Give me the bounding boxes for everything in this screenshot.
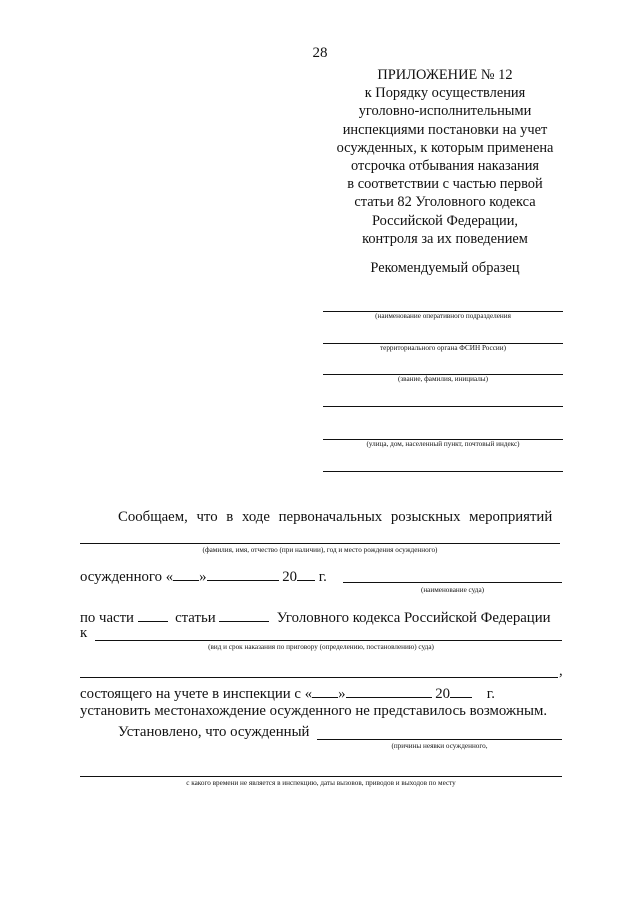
appendix-title: ПРИЛОЖЕНИЕ № 12	[377, 67, 513, 83]
court-field[interactable]	[343, 582, 562, 583]
registered-year: 20	[435, 686, 450, 702]
sample-label: Рекомендуемый образец	[370, 260, 520, 276]
not-found-text: установить местонахождение осужденного не представилось возможным.	[80, 703, 548, 719]
day-field[interactable]	[173, 566, 199, 581]
established-text: Установлено, что осужденный	[118, 724, 310, 740]
registered-line	[80, 683, 495, 703]
caption-sentence: (вид и срок наказания по приговору (определению, постановлению) суда)	[208, 643, 434, 651]
registered-day-field[interactable]	[312, 683, 338, 698]
caption-address: (улица, дом, населенный пункт, почтовый индекс)	[366, 440, 520, 448]
convicted-line	[80, 566, 327, 586]
addressee-field-extra2[interactable]	[323, 471, 563, 472]
appendix-line: уголовно-исполнительными	[358, 103, 532, 120]
appendix-header	[330, 66, 560, 248]
appendix-line: отсрочка отбывания наказания	[350, 158, 540, 175]
appendix-line: Российской Федерации,	[371, 212, 519, 229]
name-field[interactable]	[80, 543, 560, 544]
caption-reasons: (причины неявки осужденного,	[391, 742, 488, 750]
registered-close: »	[338, 686, 346, 702]
k-label: к	[80, 625, 88, 641]
part-article-line	[80, 607, 551, 627]
caption-rank: (звание, фамилия, инициалы)	[397, 375, 489, 383]
sentence-field-continued[interactable]	[80, 677, 558, 678]
appendix-line: к Порядку осуществления	[364, 85, 526, 102]
appendix-line: инспекциями постановки на учет	[342, 121, 548, 138]
page-number: 28	[312, 45, 328, 61]
caption-territorial: территориального органа ФСИН России)	[379, 344, 507, 352]
year-suffix: г.	[318, 569, 327, 585]
paragraph-intro: Сообщаем, что в ходе первоначальных розыскных мероприятий	[118, 509, 553, 525]
registered-open: «	[304, 686, 313, 702]
appendix-line: контроля за их поведением	[362, 230, 528, 247]
part-field[interactable]	[138, 607, 168, 622]
appendix-line: статьи 82 Уголовного кодекса	[354, 194, 536, 211]
comma: ,	[559, 663, 563, 679]
registered-month-field[interactable]	[346, 683, 432, 698]
article-label: статьи	[175, 610, 216, 626]
caption-since: с какого времени не является в инспекцию, даты вызовов, приводов и выходов по месту	[186, 779, 456, 787]
caption-court: (наименование суда)	[420, 586, 485, 594]
code-text: Уголовного кодекса Российской Федерации	[276, 610, 551, 626]
caption-name: (фамилия, имя, отчество (при наличии), год и место рождения осужденного)	[202, 546, 438, 554]
year-field[interactable]	[297, 566, 315, 581]
caption-unit: (наименование оперативного подразделения	[375, 312, 511, 320]
registered-year-field[interactable]	[450, 683, 472, 698]
part-label: по части	[80, 610, 134, 626]
appendix-line: осужденных, к которым применена	[336, 139, 554, 156]
sentence-field[interactable]	[95, 640, 562, 641]
convicted-prefix: осужденного «	[80, 569, 174, 585]
reasons-field[interactable]	[317, 739, 562, 740]
since-field[interactable]	[80, 776, 562, 777]
appendix-line: в соответствии с частью первой	[347, 176, 543, 193]
registered-g: г.	[486, 686, 495, 702]
month-field[interactable]	[207, 566, 279, 581]
addressee-field-extra[interactable]	[323, 406, 563, 407]
article-field[interactable]	[219, 607, 269, 622]
year-prefix: 20	[282, 569, 298, 585]
registered-text: состоящего на учете в инспекции с	[80, 686, 301, 702]
convicted-quote: »	[199, 569, 207, 585]
